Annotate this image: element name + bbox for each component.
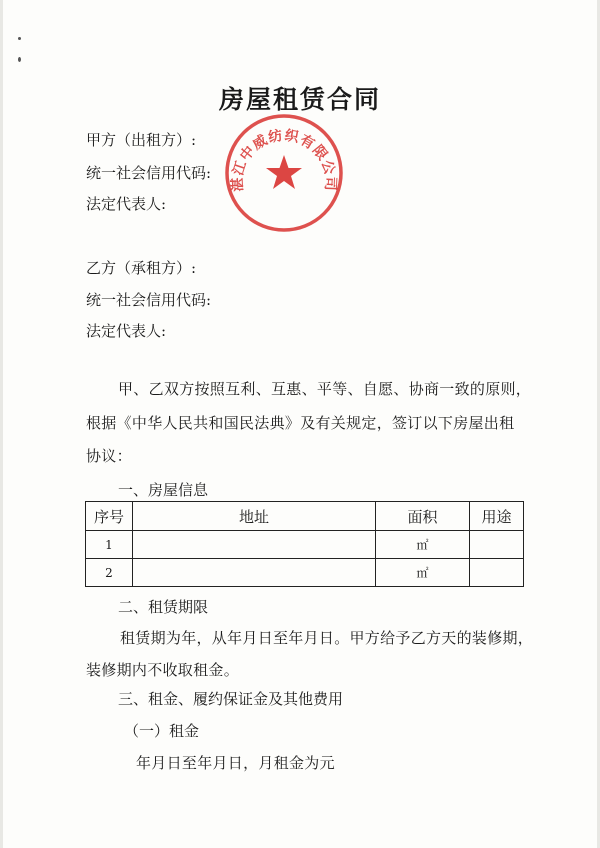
- party-b-credit-code-label: 统一社会信用代码:: [86, 291, 212, 309]
- cell-area: ㎡: [376, 559, 470, 587]
- party-b-rep-label: 法定代表人:: [86, 322, 167, 340]
- cell-no: 1: [86, 531, 133, 559]
- house-info-table: [85, 501, 524, 587]
- cell-address: [133, 531, 376, 559]
- table-header-row: [86, 502, 524, 531]
- intro-line-2: 根据《中华人民共和国民法典》及有关规定，签订以下房屋出租: [86, 414, 515, 432]
- section-3-line-1: 年月日至年月日，月租金为元: [136, 754, 335, 772]
- cell-use: [470, 559, 524, 587]
- header-area: 面积: [376, 502, 470, 531]
- party-a-rep-label: 法定代表人:: [86, 195, 167, 213]
- cell-area: ㎡: [376, 531, 470, 559]
- party-a-label: 甲方（出租方）:: [86, 131, 197, 149]
- section-2-heading: 二、租赁期限: [118, 598, 209, 616]
- header-address: 地址: [133, 502, 376, 531]
- scan-speck: [18, 57, 21, 62]
- section-2-line-1: 租赁期为年，从年月日至年月日。甲方给予乙方天的装修期，: [120, 629, 534, 647]
- section-3-heading: 三、租金、履约保证金及其他费用: [118, 690, 344, 708]
- cell-use: [470, 531, 524, 559]
- section-2-line-2: 装修期内不收取租金。: [86, 661, 240, 679]
- party-b-label: 乙方（承租方）:: [86, 259, 197, 277]
- section-1-heading: 一、房屋信息: [118, 481, 209, 499]
- table-row: [86, 531, 524, 559]
- star-icon: [266, 155, 302, 189]
- seal-text: 湛江中威纺织有限公司: [229, 127, 339, 192]
- page-title: 房屋租赁合同: [218, 85, 381, 114]
- party-a-credit-code-label: 统一社会信用代码:: [86, 164, 212, 182]
- intro-line-3: 协议：: [86, 447, 132, 465]
- header-no: 序号: [86, 502, 133, 531]
- intro-line-1: 甲、乙双方按照互利、互惠、平等、自愿、协商一致的原则，: [118, 380, 532, 398]
- section-3-sub-1: （一）租金: [124, 722, 200, 740]
- cell-no: 2: [86, 559, 133, 587]
- header-use: 用途: [470, 502, 524, 531]
- cell-address: [133, 559, 376, 587]
- scan-speck: [18, 37, 21, 40]
- scan-edge-left: [0, 0, 3, 848]
- table-row: [86, 559, 524, 587]
- company-seal: [224, 113, 344, 233]
